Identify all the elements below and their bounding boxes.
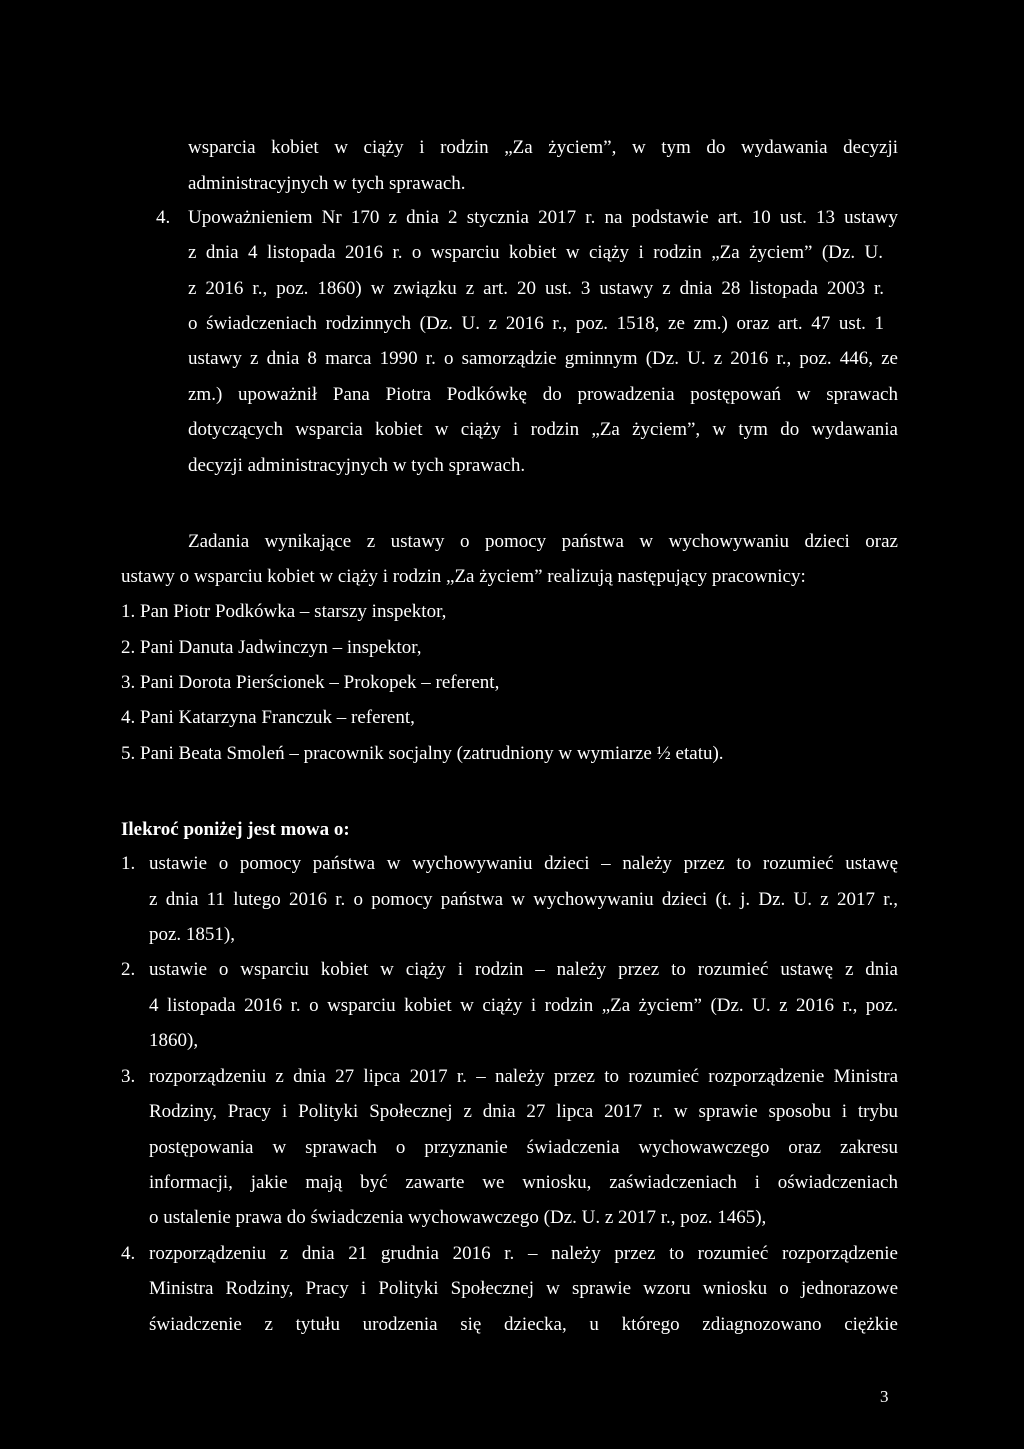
- paragraph-line: rozporządzeniu z dnia 21 grudnia 2016 r. – należy przez to rozumieć rozporządzenie: [149, 1243, 898, 1264]
- paragraph-line: 4 listopada 2016 r. o wsparciu kobiet w ciąży i rodzin „Za życiem” (Dz. U. z 2016 r., poz.: [149, 995, 898, 1016]
- staff-list-item: 5. Pani Beata Smoleń – pracownik socjalny (zatrudniony w wymiarze ½ etatu).: [121, 743, 724, 764]
- paragraph-line: wsparcia kobiet w ciąży i rodzin „Za życiem”, w tym do wydawania decyzji: [188, 137, 898, 158]
- paragraph-line: Upoważnieniem Nr 170 z dnia 2 stycznia 2017 r. na podstawie art. 10 ust. 13 ustawy: [188, 207, 898, 228]
- staff-list-item: 4. Pani Katarzyna Franczuk – referent,: [121, 707, 415, 728]
- list-number: 1.: [121, 853, 136, 874]
- paragraph-line: dotyczących wsparcia kobiet w ciąży i rodzin „Za życiem”, w tym do wydawania: [188, 419, 898, 440]
- paragraph-line: poz. 1851),: [149, 924, 236, 945]
- paragraph-line: o ustalenie prawa do świadczenia wychowawczego (Dz. U. z 2017 r., poz. 1465),: [149, 1207, 767, 1228]
- paragraph-line: świadczenie z tytułu urodzenia się dziecka, u którego zdiagnozowano ciężkie: [149, 1314, 898, 1335]
- section-heading: Ilekroć poniżej jest mowa o:: [121, 819, 350, 840]
- list-number: 4.: [156, 207, 171, 228]
- list-number: 3.: [121, 1066, 136, 1087]
- paragraph-line: z dnia 11 lutego 2016 r. o pomocy państwa w wychowywaniu dzieci (t. j. Dz. U. z 2017 r.,: [149, 889, 898, 910]
- staff-list-item: 1. Pan Piotr Podkówka – starszy inspektor,: [121, 601, 447, 622]
- list-number: 2.: [121, 959, 136, 980]
- page-number: 3: [880, 1387, 889, 1406]
- paragraph-line: informacji, jakie mają być zawarte we wniosku, zaświadczeniach i oświadczeniach: [149, 1172, 898, 1193]
- paragraph-line: ustawy z dnia 8 marca 1990 r. o samorządzie gminnym (Dz. U. z 2016 r., poz. 446, ze: [188, 348, 898, 369]
- paragraph-line: 1860),: [149, 1030, 199, 1051]
- paragraph-line: rozporządzeniu z dnia 27 lipca 2017 r. – należy przez to rozumieć rozporządzenie Ministra: [149, 1066, 898, 1087]
- paragraph-line: ustawie o wsparciu kobiet w ciąży i rodzin – należy przez to rozumieć ustawę z dnia: [149, 959, 898, 980]
- paragraph-line: Zadania wynikające z ustawy o pomocy państwa w wychowywaniu dzieci oraz: [188, 531, 898, 552]
- paragraph-line: z 2016 r., poz. 1860) w związku z art. 20 ust. 3 ustawy z dnia 28 listopada 2003 r.: [188, 278, 884, 299]
- staff-list-item: 2. Pani Danuta Jadwinczyn – inspektor,: [121, 637, 422, 658]
- paragraph-line: decyzji administracyjnych w tych sprawach.: [188, 455, 526, 476]
- paragraph-line: Ministra Rodziny, Pracy i Polityki Społecznej w sprawie wzoru wniosku o jednorazowe: [149, 1278, 898, 1299]
- paragraph-line: administracyjnych w tych sprawach.: [188, 173, 466, 194]
- paragraph-line: ustawy o wsparciu kobiet w ciąży i rodzin „Za życiem” realizują następujący pracownicy:: [121, 566, 806, 587]
- paragraph-line: z dnia 4 listopada 2016 r. o wsparciu kobiet w ciąży i rodzin „Za życiem” (Dz. U.: [188, 242, 883, 263]
- paragraph-line: o świadczeniach rodzinnych (Dz. U. z 2016 r., poz. 1518, ze zm.) oraz art. 47 ust. 1: [188, 313, 884, 334]
- list-number: 4.: [121, 1243, 136, 1264]
- staff-list-item: 3. Pani Dorota Pierścionek – Prokopek – referent,: [121, 672, 500, 693]
- paragraph-line: ustawie o pomocy państwa w wychowywaniu dzieci – należy przez to rozumieć ustawę: [149, 853, 898, 874]
- paragraph-line: Rodziny, Pracy i Polityki Społecznej z dnia 27 lipca 2017 r. w sprawie sposobu i trybu: [149, 1101, 898, 1122]
- paragraph-line: zm.) upoważnił Pana Piotra Podkówkę do prowadzenia postępowań w sprawach: [188, 384, 898, 405]
- paragraph-line: postępowania w sprawach o przyznanie świadczenia wychowawczego oraz zakresu: [149, 1137, 898, 1158]
